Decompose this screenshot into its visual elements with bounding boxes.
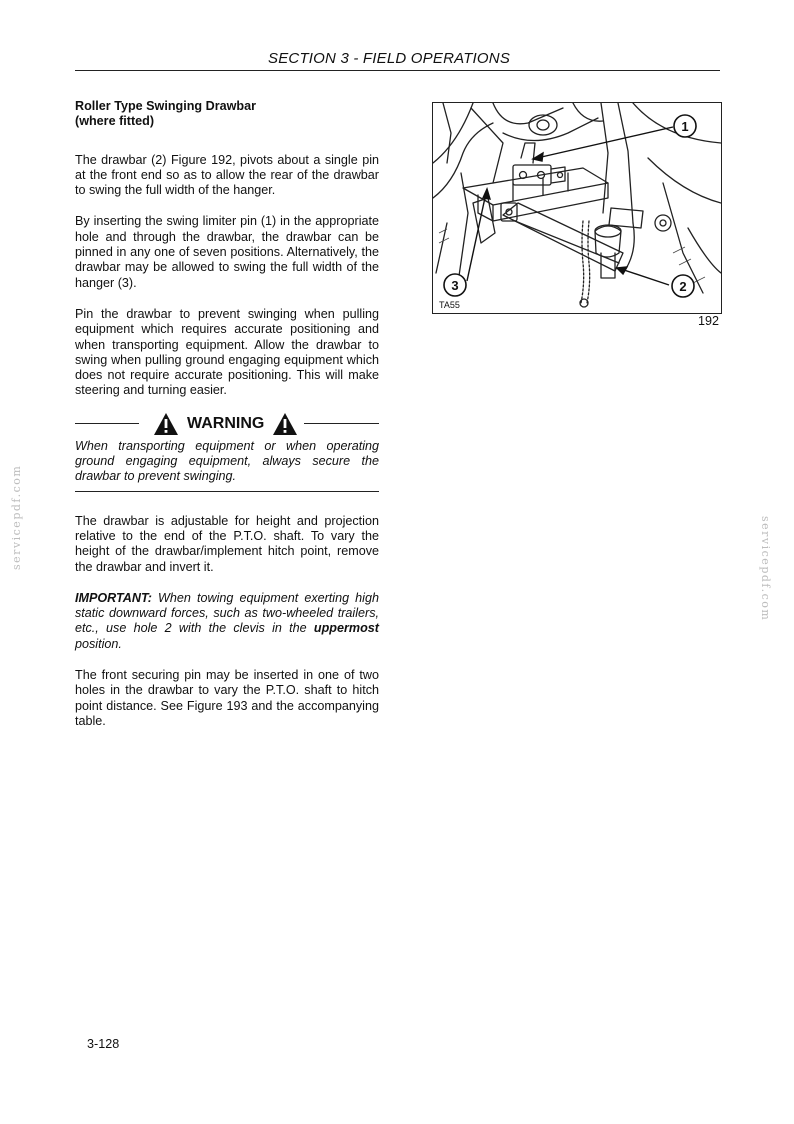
important-emphasis: uppermost — [313, 621, 379, 636]
warning-triangle-icon — [272, 412, 298, 436]
important-tail: position. — [75, 636, 122, 651]
section-heading: Roller Type Swinging Drawbar (where fitted) — [75, 99, 257, 129]
figure-drawbar-illustration — [432, 102, 722, 314]
warning-rule-left — [75, 423, 139, 424]
warning-box — [75, 409, 379, 492]
watermark-left: servicepdf.com — [10, 464, 23, 570]
important-label: IMPORTANT: — [75, 590, 152, 605]
drawbar-line-drawing — [433, 103, 721, 313]
callout-3-label: 3 — [451, 278, 459, 293]
paragraph-front-pin: The front securing pin may be inserted in one of two holes in the drawbar to vary the P.T.O. shaft to hitch point distance. See Figure 193 and the accompanying table. — [75, 668, 379, 728]
paragraph-pin-drawbar: Pin the drawbar to prevent swinging when pulling equipment which requires accurate positioning and when transporting equipment. Allow the drawbar to swing when pulling ground engaging equipment which does not require accurate positioning. This will make steering and turning easier. — [75, 306, 379, 398]
paragraph-important — [75, 591, 379, 652]
figure-code: TA55 — [439, 300, 460, 310]
paragraph-height-adjust: The drawbar is adjustable for height and projection relative to the end of the P.T.O. shaft. To vary the height of the drawbar/implement hitch point, remove the drawbar and invert it. — [75, 513, 379, 574]
figure-number: 192 — [698, 314, 720, 328]
page-number: 3-128 — [87, 1037, 120, 1051]
warning-rule-right — [304, 423, 379, 424]
callout-2-label: 2 — [679, 279, 687, 294]
warning-triangle-icon — [153, 412, 179, 436]
warning-text: When transporting equipment or when operating ground engaging equipment, always secure the drawbar to prevent swinging. — [75, 438, 379, 484]
warning-label: WARNING — [187, 415, 265, 433]
warning-header — [75, 409, 379, 439]
important-text: When towing equipment exerting high static downward forces, such as two-wheeled trailers, etc., use hole 2 with the clevis in the — [75, 590, 379, 636]
section-title: SECTION 3 - FIELD OPERATIONS — [268, 50, 511, 67]
page-header — [75, 50, 720, 71]
callout-1-label: 1 — [681, 119, 689, 134]
paragraph-drawbar-pivot: The drawbar (2) Figure 192, pivots about a single pin at the front end so as to allow the rear of the drawbar to swing the full width of the hanger. — [75, 152, 379, 198]
paragraph-swing-limiter: By inserting the swing limiter pin (1) in the appropriate hole and through the drawbar, the drawbar can be pinned in any one of seven positions. Alternatively, the drawbar may be allowed to swing the full width of the hanger (3). — [75, 214, 379, 290]
text-column — [75, 99, 379, 745]
watermark-right: servicepdf.com — [759, 516, 772, 622]
